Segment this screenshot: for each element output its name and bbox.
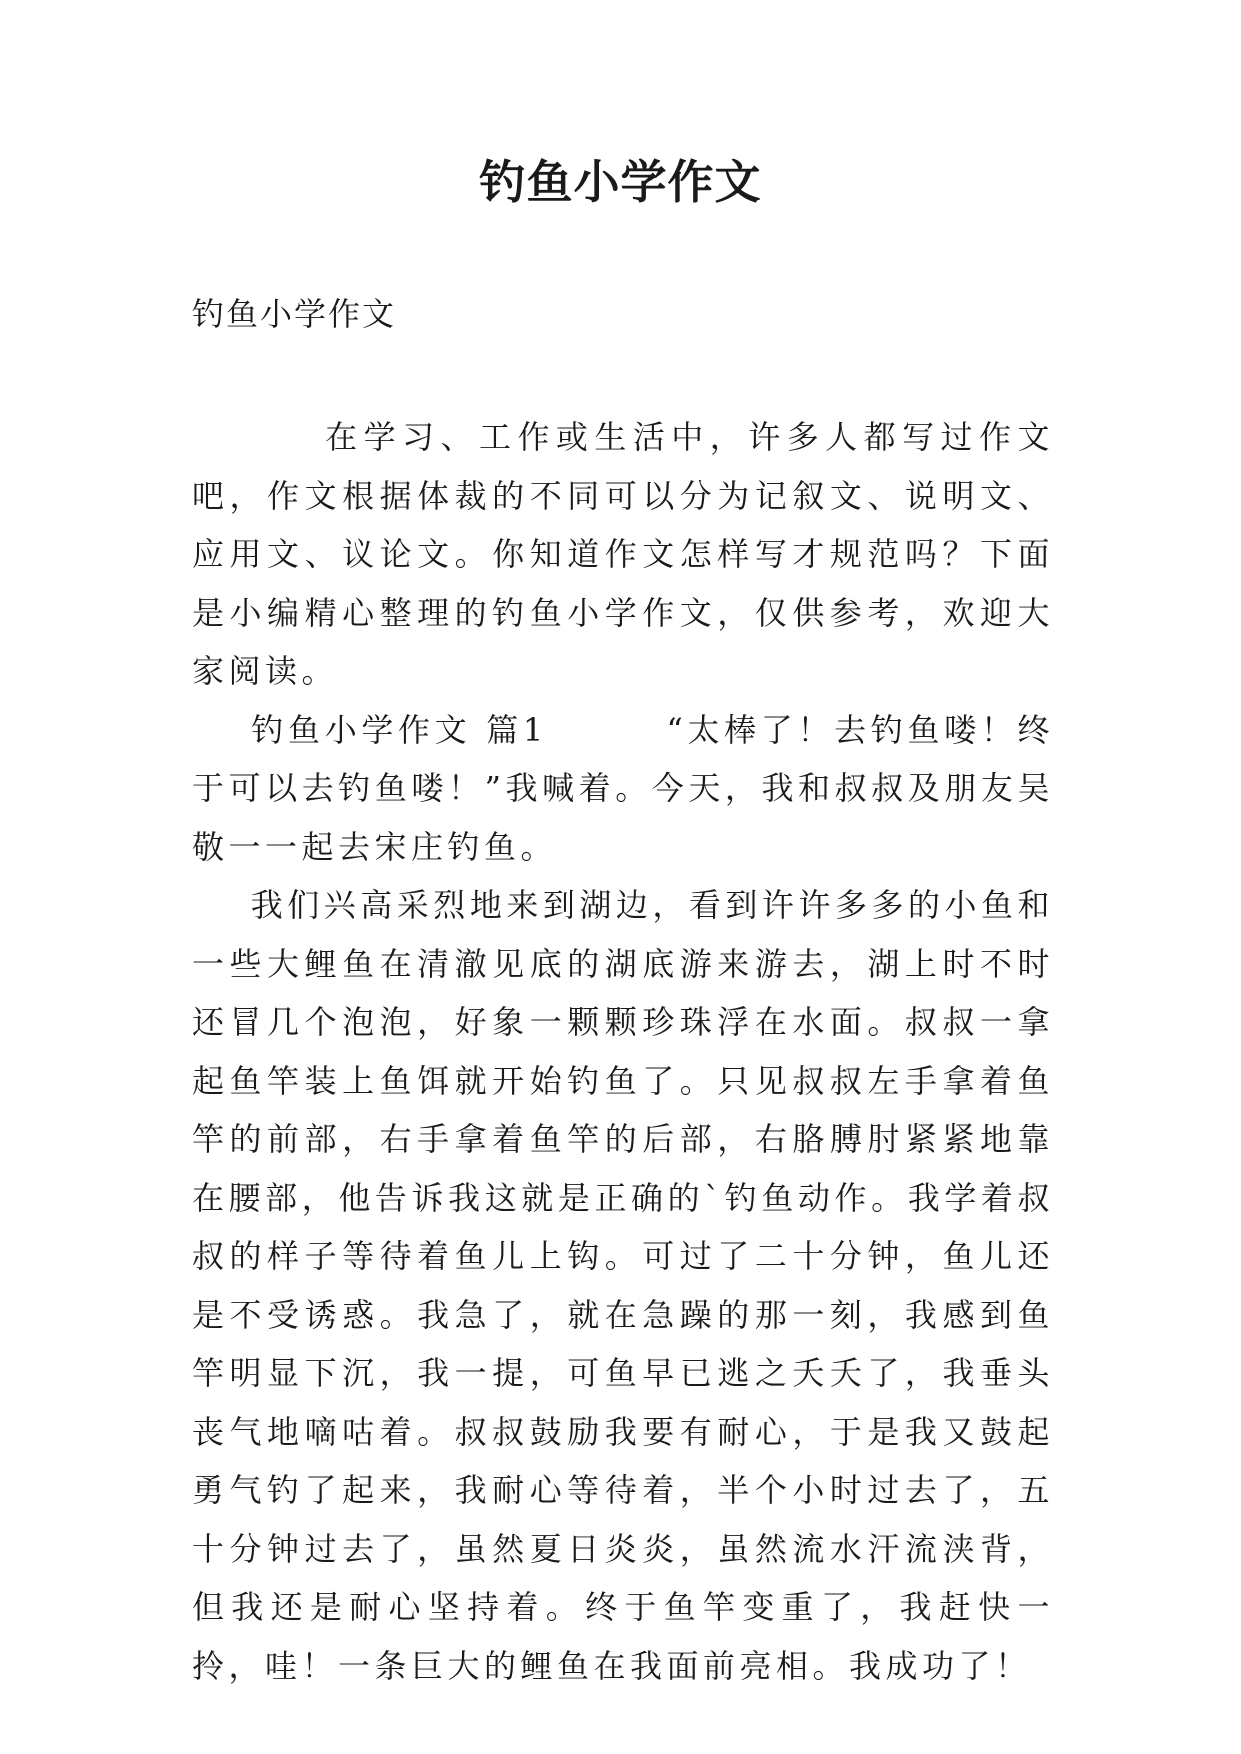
paragraph-fishing-story: 我们兴高采烈地来到湖边，看到许许多多的小鱼和一些大鲤鱼在清澈见底的湖底游来游去，湖上时不时还冒几个泡泡，好象一颗颗珍珠浮在水面。叔叔一拿起鱼竿装上鱼饵就开始钓鱼了。只见叔叔左手拿着鱼竿的前部，右手拿着鱼竿的后部，右胳膊肘紧紧地靠在腰部，他告诉我这就是正确的`钓鱼动作。我学着叔叔的样子等待着鱼儿上钩。可过了二十分钟，鱼儿还是不受诱惑。我急了，就在急躁的那一刻，我感到鱼竿明显下沉，我一提，可鱼早已逃之夭夭了，我垂头丧气地嘀咕着。叔叔鼓励我要有耐心，于是我又鼓起勇气钓了起来，我耐心等待着，半个小时过去了，五十分钟过去了，虽然夏日炎炎，虽然流水汗流浃背，但我还是耐心坚持着。终于鱼竿变重了，我赶快一拎，哇！一条巨大的鲤鱼在我面前亮相。我成功了！ [192,886,1055,1685]
document-subtitle: 钓鱼小学作文 [192,295,397,333]
paragraph-intro: 在学习、工作或生活中，许多人都写过作文吧，作文根据体裁的不同可以分为记叙文、说明文、应用文、议论文。你知道作文怎样写才规范吗？下面是小编精心整理的钓鱼小学作文，仅供参考，欢迎大家阅读。 [192,418,1054,690]
paragraph-chapter-1-opening: 钓鱼小学作文 篇1 “太棒了！去钓鱼喽！终于可以去钓鱼喽！”我喊着。今天，我和叔叔及朋友吴敬一一起去宋庄钓鱼。 [192,710,1054,866]
document-body [192,408,1054,1695]
document-title: 钓鱼小学作文 [479,155,762,209]
